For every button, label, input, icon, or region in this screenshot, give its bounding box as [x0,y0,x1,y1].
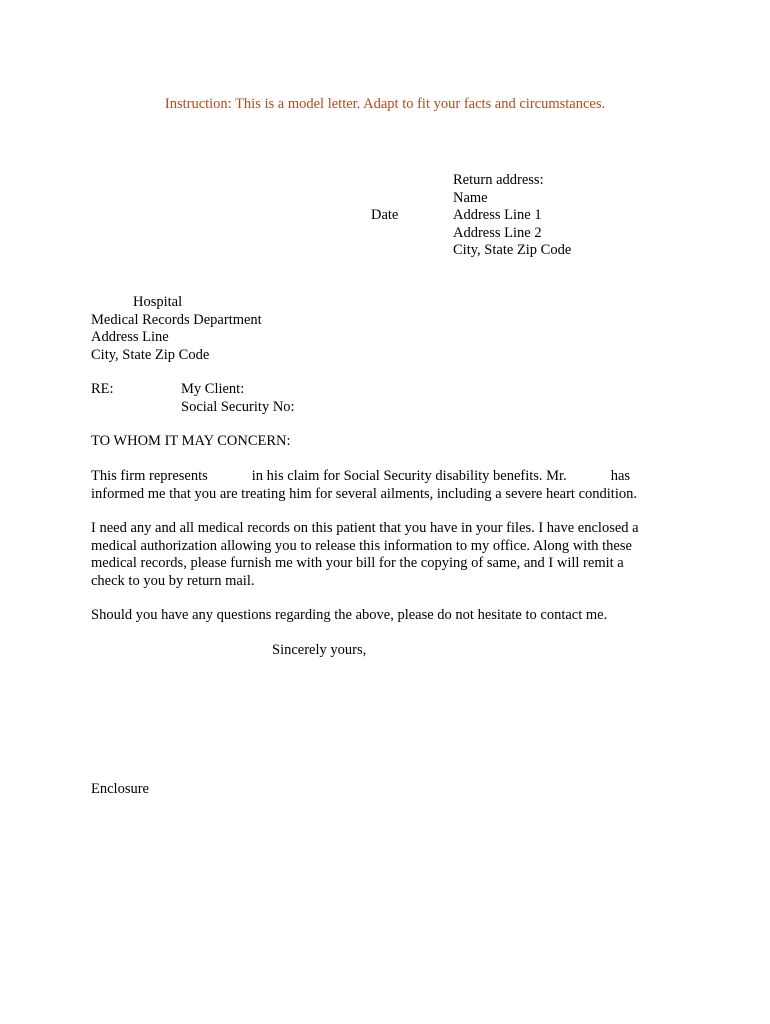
return-address-heading: Return address: [453,172,544,188]
recipient-address-line: Address Line [91,329,169,345]
paragraph-records-request [91,520,681,590]
date-label: Date [371,207,399,223]
paragraph-representation [91,468,681,503]
paragraph-1-part-c: has [610,468,631,484]
recipient-address-block [91,294,262,364]
enclosure-note: Enclosure [91,781,149,797]
re-details [181,381,295,416]
return-address-line-2: Address Line 2 [453,224,542,241]
return-address-line-1: Address Line 1 [453,207,542,223]
paragraph-3-line-1: Should you have any questions regarding the above, please do not hesitate to contact me. [91,607,608,623]
paragraph-2-line-3: medical records, please furnish me with your bill for the copying of same, and I will remit a [91,555,624,571]
paragraph-contact [91,607,681,625]
re-label: RE: [91,381,114,397]
salutation: TO WHOM IT MAY CONCERN: [91,433,291,449]
closing: Sincerely yours, [272,642,367,658]
paragraph-1-line-1 [91,468,681,486]
paragraph-2-line-4: check to you by return mail. [91,572,255,589]
return-address-block [453,172,571,260]
instruction-note: Instruction: This is a model letter. Adapt to fit your facts and circumstances. [164,96,606,112]
paragraph-1-part-a: This firm represents [91,468,208,484]
return-address-name: Name [453,189,488,206]
paragraph-1-part-b: in his claim for Social Security disability benefits. Mr. [251,468,567,484]
recipient-city-state-zip: City, State Zip Code [91,346,210,363]
recipient-department: Medical Records Department [91,311,262,328]
re-client: My Client: [181,381,245,397]
recipient-name: Hospital [133,294,183,310]
paragraph-2-line-2: medical authorization allowing you to release this information to my office. Along with these [91,537,632,554]
paragraph-1-line-2: informed me that you are treating him for several ailments, including a severe heart condition. [91,485,637,502]
re-ssn: Social Security No: [181,398,295,415]
paragraph-2-line-1: I need any and all medical records on this patient that you have in your files. I have enclosed a [91,520,639,536]
return-address-city-state-zip: City, State Zip Code [453,242,572,258]
